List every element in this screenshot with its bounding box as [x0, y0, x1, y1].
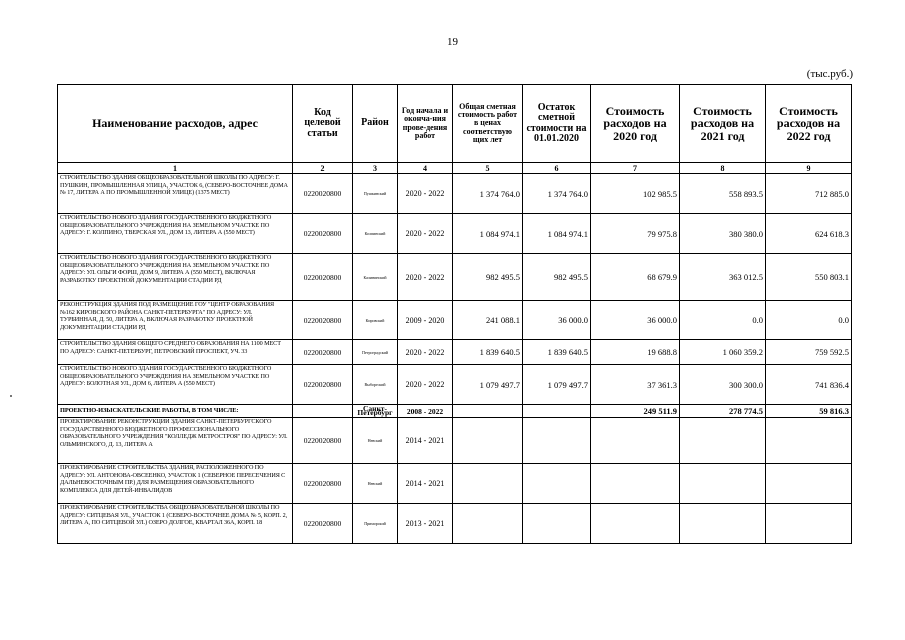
column-number: 9: [766, 163, 852, 174]
header-cost-2022: Стоимость расходов на 2022 год: [766, 85, 852, 163]
margin-mark: [10, 395, 12, 397]
row-years: 2020 - 2022: [398, 365, 453, 405]
row-district: Кировский: [353, 301, 398, 340]
row-cost-2022: 0.0: [766, 301, 852, 340]
row-name: ПРОЕКТИРОВАНИЕ РЕКОНСТРУКЦИИ ЗДАНИЯ САНКТ-ПЕТЕРБУРГСКОГО ГОСУДАРСТВЕННОГО БЮДЖЕТНОГО ПРОФЕССИОНАЛЬНОГО ОБРАЗОВАТЕЛЬНОГО УЧРЕЖДЕНИЯ "КОЛЛЕДЖ МЕТРОСТРОЯ" ПО АДРЕСУ: УЛ. ОЛЬМИНСКОГО, Д. 13, ЛИТЕРА А: [58, 418, 293, 464]
row-code: 0220020800: [293, 214, 353, 254]
table-row: [58, 214, 852, 254]
summary-remaining: [523, 405, 591, 418]
column-number: 7: [591, 163, 680, 174]
row-cost-2020: [591, 418, 680, 464]
row-district: Невский: [353, 464, 398, 504]
header-name: Наименование расходов, адрес: [58, 85, 293, 163]
table-row: [58, 254, 852, 301]
row-district: Выборгский: [353, 365, 398, 405]
row-total-cost: 1 374 764.0: [453, 174, 523, 214]
row-code: 0220020800: [293, 340, 353, 365]
row-cost-2020: [591, 504, 680, 544]
row-district: Колпинский: [353, 214, 398, 254]
row-cost-2021: 363 012.5: [680, 254, 766, 301]
row-remaining: 1 839 640.5: [523, 340, 591, 365]
row-total-cost: 241 088.1: [453, 301, 523, 340]
row-remaining: [523, 464, 591, 504]
row-code: 0220020800: [293, 464, 353, 504]
summary-cost-2020: 249 511.9: [591, 405, 680, 418]
row-cost-2022: [766, 418, 852, 464]
row-cost-2022: 550 803.1: [766, 254, 852, 301]
row-cost-2021: 1 060 359.2: [680, 340, 766, 365]
row-district: Приморский: [353, 504, 398, 544]
expenditure-table: [57, 84, 852, 544]
column-number: 8: [680, 163, 766, 174]
row-cost-2021: [680, 504, 766, 544]
row-total-cost: 1 079 497.7: [453, 365, 523, 405]
header-remaining: Остаток сметной стоимости на 01.01.2020: [523, 85, 591, 163]
header-code: Код целевой статьи: [293, 85, 353, 163]
row-cost-2022: 624 618.3: [766, 214, 852, 254]
row-remaining: 1 084 974.1: [523, 214, 591, 254]
table-row: [58, 340, 852, 365]
row-total-cost: [453, 464, 523, 504]
summary-total-cost: [453, 405, 523, 418]
row-district: Невский: [353, 418, 398, 464]
row-remaining: 36 000.0: [523, 301, 591, 340]
row-code: 0220020800: [293, 504, 353, 544]
row-cost-2021: 558 893.5: [680, 174, 766, 214]
row-remaining: [523, 504, 591, 544]
row-cost-2021: 0.0: [680, 301, 766, 340]
summary-district: Санкт-Петербург: [353, 405, 398, 418]
row-cost-2022: 741 836.4: [766, 365, 852, 405]
row-cost-2020: 79 975.8: [591, 214, 680, 254]
row-name: СТРОИТЕЛЬСТВО НОВОГО ЗДАНИЯ ГОСУДАРСТВЕННОГО БЮДЖЕТНОГО ОБЩЕОБРАЗОВАТЕЛЬНОГО УЧРЕЖДЕНИЯ НА ЗЕМЕЛЬНОМ УЧАСТКЕ ПО АДРЕСУ: УЛ. ОЛЬГИ ФОРШ, ДОМ 9, ЛИТЕРА А (550 МЕСТ), ВКЛЮЧАЯ РАЗРАБОТКУ ПРОЕКТНОЙ ДОКУМЕНТАЦИИ СТАДИИ РД: [58, 254, 293, 301]
row-remaining: [523, 418, 591, 464]
row-total-cost: 982 495.5: [453, 254, 523, 301]
row-district: Калининский: [353, 254, 398, 301]
page-number: 19: [447, 36, 458, 48]
row-code: 0220020800: [293, 174, 353, 214]
table-row: [58, 464, 852, 504]
row-name: ПРОЕКТИРОВАНИЕ СТРОИТЕЛЬСТВА ЗДАНИЯ, РАСПОЛОЖЕННОГО ПО АДРЕСУ: УЛ. АНТОНОВА-ОВСЕЕНКО, УЧАСТОК 1 (СЕВЕРНОЕ ПЕРЕСЕЧЕНИЯ С ДАЛЬНЕВОСТОЧНЫМ ПР.) ДЛЯ РАЗМЕЩЕНИЯ ОБРАЗОВАТЕЛЬНОГО КОМПЛЕКСА ДЛЯ ДЕТЕЙ-ИНВАЛИДОВ: [58, 464, 293, 504]
row-years: 2020 - 2022: [398, 254, 453, 301]
row-name: СТРОИТЕЛЬСТВО ЗДАНИЯ ОБЩЕГО СРЕДНЕГО ОБРАЗОВАНИЯ НА 1100 МЕСТ ПО АДРЕСУ: САНКТ-ПЕТЕРБУРГ, ПЕТРОВСКИЙ ПРОСПЕКТ, УЧ. 33: [58, 340, 293, 365]
header-district: Район: [353, 85, 398, 163]
row-cost-2021: 300 300.0: [680, 365, 766, 405]
row-district: Петроградский: [353, 340, 398, 365]
row-years: 2020 - 2022: [398, 174, 453, 214]
column-number-row: [58, 163, 852, 174]
row-years: 2009 - 2020: [398, 301, 453, 340]
row-cost-2021: [680, 418, 766, 464]
row-remaining: 1 079 497.7: [523, 365, 591, 405]
row-name: СТРОИТЕЛЬСТВО НОВОГО ЗДАНИЯ ГОСУДАРСТВЕННОГО БЮДЖЕТНОГО ОБЩЕОБРАЗОВАТЕЛЬНОГО УЧРЕЖДЕНИЯ НА ЗЕМЕЛЬНОМ УЧАСТКЕ ПО АДРЕСУ: Г. КОЛПИНО, ТВЕРСКАЯ УЛ., ДОМ 13, ЛИТЕРА А (550 МЕСТ): [58, 214, 293, 254]
row-cost-2022: [766, 504, 852, 544]
table-row: [58, 174, 852, 214]
table-row: [58, 365, 852, 405]
column-number: 5: [453, 163, 523, 174]
row-district: Пушкинский: [353, 174, 398, 214]
row-years: 2020 - 2022: [398, 340, 453, 365]
row-name: СТРОИТЕЛЬСТВО ЗДАНИЯ ОБЩЕОБРАЗОВАТЕЛЬНОЙ ШКОЛЫ ПО АДРЕСУ: Г. ПУШКИН, ПРОМЫШЛЕННАЯ УЛИЦА, УЧАСТОК 6, (СЕВЕРО-ВОСТОЧНЕЕ ДОМА № 17, ЛИТЕРА А ПО ПРОМЫШЛЕННОЙ УЛИЦЕ) (1375 МЕСТ): [58, 174, 293, 214]
row-years: 2013 - 2021: [398, 504, 453, 544]
summary-row: [58, 405, 852, 418]
table-row: [58, 504, 852, 544]
row-years: 2020 - 2022: [398, 214, 453, 254]
row-code: 0220020800: [293, 301, 353, 340]
header-cost-2021: Стоимость расходов на 2021 год: [680, 85, 766, 163]
column-number: 1: [58, 163, 293, 174]
row-total-cost: [453, 418, 523, 464]
row-cost-2021: [680, 464, 766, 504]
row-name: СТРОИТЕЛЬСТВО НОВОГО ЗДАНИЯ ГОСУДАРСТВЕННОГО БЮДЖЕТНОГО ОБЩЕОБРАЗОВАТЕЛЬНОГО УЧРЕЖДЕНИЯ НА ЗЕМЕЛЬНОМ УЧАСТКЕ ПО АДРЕСУ: БОЛОТНАЯ УЛ., ДОМ 6, ЛИТЕРА А (550 МЕСТ): [58, 365, 293, 405]
header-cost-2020: Стоимость расходов на 2020 год: [591, 85, 680, 163]
units-label: (тыс.руб.): [806, 68, 853, 80]
row-code: 0220020800: [293, 365, 353, 405]
row-years: 2014 - 2021: [398, 464, 453, 504]
row-name: ПРОЕКТИРОВАНИЕ СТРОИТЕЛЬСТВА ОБЩЕОБРАЗОВАТЕЛЬНОЙ ШКОЛЫ ПО АДРЕСУ: СИТЦЕВАЯ УЛ., УЧАСТОК 1 (СЕВЕРО-ВОСТОЧНЕЕ ДОМА № 5, КОРП. 2, ЛИТЕРА А, ПО СИТЦЕВОЙ УЛ.) ОЗЕРО ДОЛГОЕ, КВАРТАЛ 36А, КОРП. 18: [58, 504, 293, 544]
row-years: 2014 - 2021: [398, 418, 453, 464]
row-remaining: 982 495.5: [523, 254, 591, 301]
column-number: 4: [398, 163, 453, 174]
row-cost-2021: 380 380.0: [680, 214, 766, 254]
row-cost-2020: 68 679.9: [591, 254, 680, 301]
row-cost-2020: 19 688.8: [591, 340, 680, 365]
header-years: Год начала и оконча-ния прове-дения работ: [398, 85, 453, 163]
header-total-cost: Общая сметная стоимость работ в ценах соответствую щих лет: [453, 85, 523, 163]
row-cost-2020: 102 985.5: [591, 174, 680, 214]
summary-cost-2022: 59 816.3: [766, 405, 852, 418]
summary-cost-2021: 278 774.5: [680, 405, 766, 418]
column-number: 3: [353, 163, 398, 174]
row-total-cost: 1 839 640.5: [453, 340, 523, 365]
row-cost-2022: [766, 464, 852, 504]
column-number: 6: [523, 163, 591, 174]
summary-code: [293, 405, 353, 418]
row-cost-2022: 759 592.5: [766, 340, 852, 365]
row-cost-2022: 712 885.0: [766, 174, 852, 214]
row-cost-2020: [591, 464, 680, 504]
table-row: [58, 418, 852, 464]
summary-name: ПРОЕКТНО-ИЗЫСКАТЕЛЬСКИЕ РАБОТЫ, В ТОМ ЧИСЛЕ:: [58, 405, 293, 418]
summary-years: 2008 - 2022: [398, 405, 453, 418]
row-total-cost: [453, 504, 523, 544]
row-name: РЕКОНСТРУКЦИЯ ЗДАНИЯ ПОД РАЗМЕЩЕНИЕ ГОУ "ЦЕНТР ОБРАЗОВАНИЯ №162 КИРОВСКОГО РАЙОНА САНКТ-ПЕТЕРБУРГА" ПО АДРЕСУ: УЛ. ТУРБИННАЯ, Д. 50, ЛИТЕРА А, ВКЛЮЧАЯ РАЗРАБОТКУ ПРОЕКТНОЙ ДОКУМЕНТАЦИИ СТАДИИ РД: [58, 301, 293, 340]
row-total-cost: 1 084 974.1: [453, 214, 523, 254]
row-cost-2020: 37 361.3: [591, 365, 680, 405]
row-code: 0220020800: [293, 254, 353, 301]
header-row: [58, 85, 852, 163]
row-code: 0220020800: [293, 418, 353, 464]
row-remaining: 1 374 764.0: [523, 174, 591, 214]
column-number: 2: [293, 163, 353, 174]
table-row: [58, 301, 852, 340]
row-cost-2020: 36 000.0: [591, 301, 680, 340]
